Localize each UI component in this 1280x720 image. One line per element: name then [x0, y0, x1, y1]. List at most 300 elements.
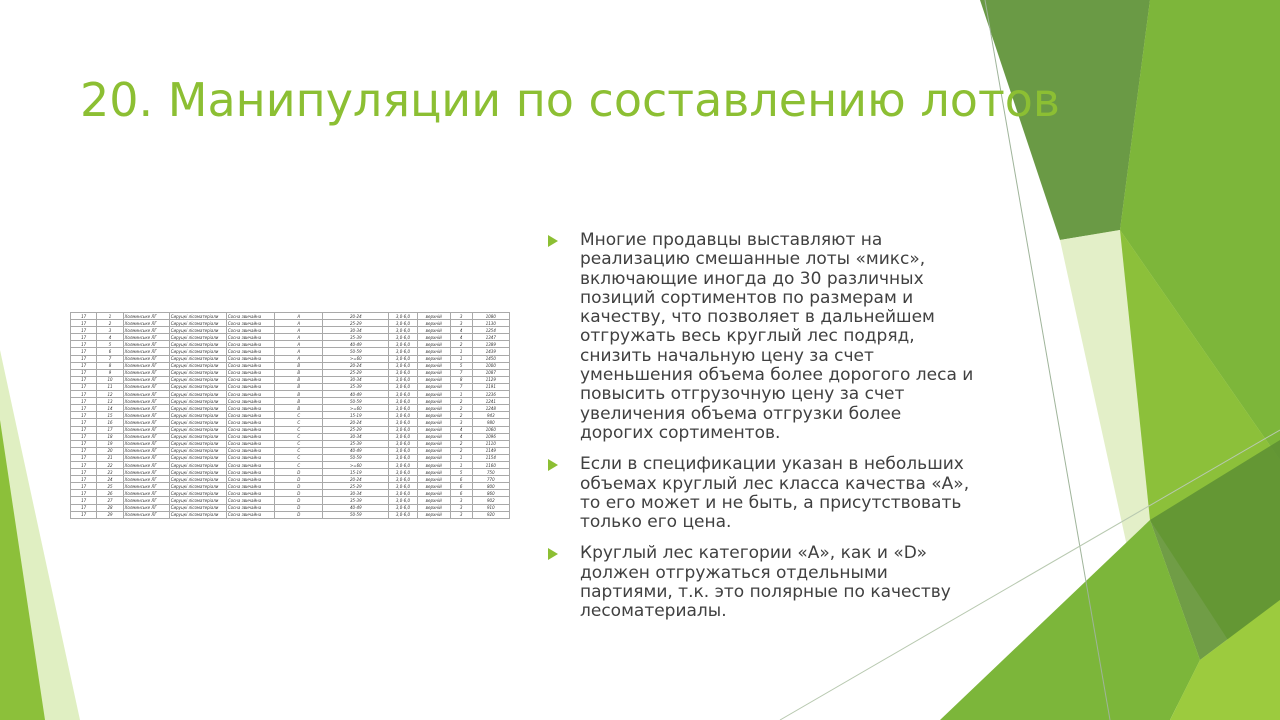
table-row — [71, 497, 510, 504]
table-cell: 4 — [450, 433, 472, 440]
table-cell: Холминське ЛГ — [123, 469, 169, 476]
table-cell: A — [275, 334, 323, 341]
table-cell: верхній — [417, 355, 450, 362]
table-cell: 17 — [71, 383, 97, 390]
table-cell: 1096 — [472, 433, 509, 440]
table-cell: 29 — [97, 511, 123, 518]
table-cell: верхній — [417, 405, 450, 412]
table-cell: Холминське ЛГ — [123, 483, 169, 490]
bullet-item — [548, 231, 978, 443]
table-cell: 1236 — [472, 391, 509, 398]
table-cell: Холминське ЛГ — [123, 341, 169, 348]
table-row — [71, 504, 510, 511]
table-cell: 3,0-6,0 — [389, 461, 418, 468]
table-cell: 17 — [71, 490, 97, 497]
table-cell: Сируцкі лісоматеріали — [169, 483, 226, 490]
table-cell: 3,0-6,0 — [389, 383, 418, 390]
table-cell: Холминське ЛГ — [123, 490, 169, 497]
table-cell: верхній — [417, 454, 450, 461]
table-cell: 27 — [97, 497, 123, 504]
table-cell: Холминське ЛГ — [123, 334, 169, 341]
table-cell: >=60 — [323, 461, 389, 468]
table-cell: Сируцкі лісоматеріали — [169, 504, 226, 511]
table-cell: 3,0-6,0 — [389, 355, 418, 362]
table-cell: 50-59 — [323, 398, 389, 405]
table-cell: 15-19 — [323, 469, 389, 476]
table-cell: 17 — [97, 426, 123, 433]
table-cell: 1149 — [472, 447, 509, 454]
table-cell: Сосна звичайна — [226, 461, 274, 468]
table-cell: 3,0-6,0 — [389, 504, 418, 511]
table-cell: B — [275, 362, 323, 369]
table-cell: 18 — [97, 433, 123, 440]
table-cell: D — [275, 490, 323, 497]
table-cell: D — [275, 469, 323, 476]
table-cell: верхній — [417, 419, 450, 426]
table-cell: 3,0-6,0 — [389, 447, 418, 454]
table-cell: 50-59 — [323, 348, 389, 355]
table-cell: Сируцкі лісоматеріали — [169, 313, 226, 320]
table-cell: 20-24 — [323, 362, 389, 369]
table-cell: Холминське ЛГ — [123, 447, 169, 454]
table-cell: 4 — [450, 327, 472, 334]
table-cell: 1347 — [472, 334, 509, 341]
table-cell: 25-29 — [323, 369, 389, 376]
table-cell: 902 — [472, 497, 509, 504]
table-row — [71, 426, 510, 433]
triangle-bullet-icon — [548, 548, 558, 560]
table-cell: 17 — [71, 362, 97, 369]
table-cell: верхній — [417, 320, 450, 327]
table-cell: Сируцкі лісоматеріали — [169, 383, 226, 390]
table-cell: 17 — [71, 447, 97, 454]
table-cell: верхній — [417, 398, 450, 405]
table-cell: Сируцкі лісоматеріали — [169, 376, 226, 383]
table-cell: 23 — [97, 469, 123, 476]
table-cell: 40-49 — [323, 341, 389, 348]
table-cell: Сосна звичайна — [226, 511, 274, 518]
table-cell: Сируцкі лісоматеріали — [169, 461, 226, 468]
table-row — [71, 320, 510, 327]
table-cell: Сосна звичайна — [226, 412, 274, 419]
table-cell: Сируцкі лісоматеріали — [169, 454, 226, 461]
table-cell: Холминське ЛГ — [123, 504, 169, 511]
table-cell: 6 — [450, 483, 472, 490]
table-cell: 3,0-6,0 — [389, 497, 418, 504]
table-cell: 17 — [71, 398, 97, 405]
specification-table-body — [71, 313, 510, 519]
table-cell: верхній — [417, 362, 450, 369]
triangle-bullet-icon — [548, 235, 558, 247]
table-cell: C — [275, 412, 323, 419]
table-row — [71, 341, 510, 348]
table-row — [71, 355, 510, 362]
table-row — [71, 334, 510, 341]
table-cell: 6 — [450, 476, 472, 483]
table-cell: Сируцкі лісоматеріали — [169, 405, 226, 412]
table-cell: 980 — [472, 419, 509, 426]
table-cell: 910 — [472, 504, 509, 511]
table-cell: 19 — [97, 440, 123, 447]
table-cell: 35-39 — [323, 334, 389, 341]
table-cell: 17 — [71, 327, 97, 334]
table-cell: 14 — [97, 405, 123, 412]
table-cell: 3,0-6,0 — [389, 433, 418, 440]
table-cell: Сосна звичайна — [226, 469, 274, 476]
table-cell: C — [275, 419, 323, 426]
table-cell: 3 — [450, 419, 472, 426]
table-cell: 26 — [97, 490, 123, 497]
table-cell: 3,0-6,0 — [389, 476, 418, 483]
table-cell: 20-24 — [323, 419, 389, 426]
table-row — [71, 440, 510, 447]
table-row — [71, 461, 510, 468]
table-row — [71, 433, 510, 440]
table-cell: 1060 — [472, 426, 509, 433]
table-cell: Холминське ЛГ — [123, 454, 169, 461]
table-cell: Сосна звичайна — [226, 398, 274, 405]
table-row — [71, 483, 510, 490]
table-cell: Сируцкі лісоматеріали — [169, 490, 226, 497]
table-row — [71, 454, 510, 461]
table-cell: 1248 — [472, 405, 509, 412]
table-cell: 3,0-6,0 — [389, 313, 418, 320]
bullet-item — [548, 544, 978, 621]
table-cell: 50-59 — [323, 454, 389, 461]
table-cell: Холминське ЛГ — [123, 355, 169, 362]
table-cell: 17 — [71, 433, 97, 440]
table-cell: 17 — [71, 334, 97, 341]
table-cell: 1160 — [472, 461, 509, 468]
table-row — [71, 511, 510, 518]
table-cell: Сосна звичайна — [226, 369, 274, 376]
table-cell: 13 — [97, 398, 123, 405]
table-cell: верхній — [417, 412, 450, 419]
table-cell: Сируцкі лісоматеріали — [169, 348, 226, 355]
table-cell: Холминське ЛГ — [123, 383, 169, 390]
table-cell: верхній — [417, 483, 450, 490]
table-cell: Сируцкі лісоматеріали — [169, 391, 226, 398]
table-cell: 1129 — [472, 376, 509, 383]
table-cell: 1154 — [472, 454, 509, 461]
table-cell: Сосна звичайна — [226, 391, 274, 398]
table-cell: 1 — [450, 355, 472, 362]
table-cell: Сосна звичайна — [226, 341, 274, 348]
table-cell: Сосна звичайна — [226, 405, 274, 412]
table-cell: Сируцкі лісоматеріали — [169, 511, 226, 518]
table-cell: Сируцкі лісоматеріали — [169, 369, 226, 376]
table-cell: Сосна звичайна — [226, 419, 274, 426]
table-cell: 4 — [97, 334, 123, 341]
table-cell: 21 — [97, 454, 123, 461]
table-cell: 2 — [450, 440, 472, 447]
table-row — [71, 376, 510, 383]
table-cell: 30-34 — [323, 490, 389, 497]
table-cell: Сосна звичайна — [226, 490, 274, 497]
table-cell: Сируцкі лісоматеріали — [169, 341, 226, 348]
table-cell: Холминське ЛГ — [123, 405, 169, 412]
table-cell: 17 — [71, 419, 97, 426]
table-cell: 25-29 — [323, 426, 389, 433]
table-cell: 2 — [450, 398, 472, 405]
table-cell: 3,0-6,0 — [389, 341, 418, 348]
triangle-bullet-icon — [548, 459, 558, 471]
table-cell: 3,0-6,0 — [389, 454, 418, 461]
table-row — [71, 469, 510, 476]
table-cell: Холминське ЛГ — [123, 362, 169, 369]
table-cell: 4 — [450, 334, 472, 341]
table-cell: верхній — [417, 461, 450, 468]
table-cell: 3 — [450, 313, 472, 320]
table-cell: 35-39 — [323, 497, 389, 504]
table-cell: Сируцкі лісоматеріали — [169, 419, 226, 426]
table-cell: Сосна звичайна — [226, 334, 274, 341]
table-cell: 3 — [450, 504, 472, 511]
table-row — [71, 419, 510, 426]
table-cell: A — [275, 355, 323, 362]
table-cell: 1 — [97, 313, 123, 320]
table-cell: 17 — [71, 313, 97, 320]
table-cell: 1 — [450, 348, 472, 355]
table-cell: Холминське ЛГ — [123, 391, 169, 398]
table-cell: Сосна звичайна — [226, 327, 274, 334]
table-cell: Сосна звичайна — [226, 483, 274, 490]
table-cell: 17 — [71, 483, 97, 490]
table-cell: Сосна звичайна — [226, 433, 274, 440]
table-cell: Холминське ЛГ — [123, 376, 169, 383]
table-cell: 30-34 — [323, 433, 389, 440]
table-cell: 1241 — [472, 398, 509, 405]
table-cell: C — [275, 426, 323, 433]
table-cell: 15 — [97, 412, 123, 419]
table-cell: 17 — [71, 412, 97, 419]
table-cell: Сосна звичайна — [226, 440, 274, 447]
table-cell: 1 — [450, 391, 472, 398]
table-cell: 10 — [97, 376, 123, 383]
table-cell: 3,0-6,0 — [389, 348, 418, 355]
table-cell: 17 — [71, 426, 97, 433]
table-cell: C — [275, 454, 323, 461]
table-cell: B — [275, 405, 323, 412]
table-cell: 15-19 — [323, 412, 389, 419]
table-cell: >=60 — [323, 405, 389, 412]
table-cell: верхній — [417, 369, 450, 376]
table-cell: 1000 — [472, 362, 509, 369]
table-row — [71, 348, 510, 355]
table-cell: 4 — [450, 426, 472, 433]
table-cell: Холминське ЛГ — [123, 369, 169, 376]
table-cell: верхній — [417, 313, 450, 320]
table-cell: Холминське ЛГ — [123, 412, 169, 419]
table-cell: 17 — [71, 341, 97, 348]
table-row — [71, 490, 510, 497]
table-cell: верхній — [417, 426, 450, 433]
table-cell: 17 — [71, 469, 97, 476]
table-cell: 3,0-6,0 — [389, 405, 418, 412]
table-cell: 9 — [97, 369, 123, 376]
table-cell: C — [275, 461, 323, 468]
table-cell: 1 — [450, 454, 472, 461]
table-cell: 17 — [71, 369, 97, 376]
table-row — [71, 412, 510, 419]
table-cell: 943 — [472, 412, 509, 419]
table-row — [71, 398, 510, 405]
table-cell: 16 — [97, 419, 123, 426]
table-cell: 1080 — [472, 313, 509, 320]
table-cell: 1254 — [472, 327, 509, 334]
table-cell: 2 — [97, 320, 123, 327]
table-cell: 3,0-6,0 — [389, 398, 418, 405]
table-cell: 50-59 — [323, 511, 389, 518]
table-cell: 17 — [71, 461, 97, 468]
table-cell: 860 — [472, 490, 509, 497]
table-cell: 770 — [472, 476, 509, 483]
table-cell: Холминське ЛГ — [123, 440, 169, 447]
table-row — [71, 313, 510, 320]
table-cell: 28 — [97, 504, 123, 511]
bullet-text: Круглый лес категории «А», как и «D» должен отгружаться отдельными партиями, т.к. это полярные по качеству лесоматериалы. — [580, 543, 951, 622]
table-cell: 5 — [450, 362, 472, 369]
table-cell: 1110 — [472, 440, 509, 447]
table-cell: 17 — [71, 454, 97, 461]
table-cell: Сируцкі лісоматеріали — [169, 426, 226, 433]
table-cell: 24 — [97, 476, 123, 483]
table-cell: B — [275, 369, 323, 376]
table-cell: 25-29 — [323, 483, 389, 490]
table-cell: Сосна звичайна — [226, 476, 274, 483]
table-cell: 1439 — [472, 348, 509, 355]
table-cell: верхній — [417, 497, 450, 504]
table-cell: Сируцкі лісоматеріали — [169, 447, 226, 454]
table-cell: Сосна звичайна — [226, 383, 274, 390]
table-cell: Холминське ЛГ — [123, 327, 169, 334]
table-cell: 20-24 — [323, 476, 389, 483]
table-cell: 17 — [71, 504, 97, 511]
table-cell: 8 — [450, 376, 472, 383]
table-cell: верхній — [417, 433, 450, 440]
table-cell: Сосна звичайна — [226, 504, 274, 511]
table-cell: верхній — [417, 383, 450, 390]
table-cell: Сируцкі лісоматеріали — [169, 469, 226, 476]
table-cell: 17 — [71, 511, 97, 518]
table-cell: 3,0-6,0 — [389, 483, 418, 490]
table-cell: 2 — [450, 447, 472, 454]
table-cell: 20-24 — [323, 313, 389, 320]
table-cell: Сосна звичайна — [226, 454, 274, 461]
bullet-item — [548, 455, 978, 532]
table-cell: 35-39 — [323, 440, 389, 447]
table-cell: верхній — [417, 511, 450, 518]
table-row — [71, 383, 510, 390]
table-cell: верхній — [417, 327, 450, 334]
table-cell: 1450 — [472, 355, 509, 362]
table-cell: 3,0-6,0 — [389, 469, 418, 476]
table-cell: 3 — [450, 511, 472, 518]
table-cell: верхній — [417, 376, 450, 383]
table-cell: 25 — [97, 483, 123, 490]
table-cell: 3,0-6,0 — [389, 490, 418, 497]
table-cell: Холминське ЛГ — [123, 313, 169, 320]
table-row — [71, 391, 510, 398]
table-cell: B — [275, 391, 323, 398]
table-cell: 40-49 — [323, 504, 389, 511]
table-cell: C — [275, 447, 323, 454]
table-cell: 2 — [450, 341, 472, 348]
table-cell: 3,0-6,0 — [389, 320, 418, 327]
table-cell: 17 — [71, 391, 97, 398]
specification-table — [70, 312, 510, 519]
table-cell: 3,0-6,0 — [389, 334, 418, 341]
table-cell: 1 — [450, 461, 472, 468]
table-cell: D — [275, 511, 323, 518]
table-cell: 3,0-6,0 — [389, 391, 418, 398]
table-cell: 1130 — [472, 320, 509, 327]
table-cell: 3,0-6,0 — [389, 426, 418, 433]
table-cell: 17 — [71, 355, 97, 362]
table-cell: 22 — [97, 461, 123, 468]
table-cell: Холминське ЛГ — [123, 497, 169, 504]
table-cell: 7 — [450, 383, 472, 390]
table-cell: 3,0-6,0 — [389, 412, 418, 419]
table-row — [71, 447, 510, 454]
table-cell: Сосна звичайна — [226, 355, 274, 362]
table-cell: Сосна звичайна — [226, 426, 274, 433]
table-cell: 17 — [71, 348, 97, 355]
table-cell: верхній — [417, 490, 450, 497]
table-cell: верхній — [417, 348, 450, 355]
table-cell: 2 — [450, 412, 472, 419]
table-cell: 3,0-6,0 — [389, 419, 418, 426]
table-cell: Сосна звичайна — [226, 348, 274, 355]
table-cell: верхній — [417, 476, 450, 483]
table-cell: Холминське ЛГ — [123, 476, 169, 483]
slide-title: 20. Манипуляции по составлению лотов — [80, 73, 1060, 127]
table-cell: 17 — [71, 405, 97, 412]
table-cell: верхній — [417, 447, 450, 454]
table-cell: 11 — [97, 383, 123, 390]
table-cell: 12 — [97, 391, 123, 398]
bullet-text: Если в спецификации указан в небольших объемах круглый лес класса качества «А», то его может и не быть, а присутствовать только его цена. — [580, 454, 970, 533]
table-cell: 3,0-6,0 — [389, 327, 418, 334]
bullet-text: Многие продавцы выставляют на реализацию смешанные лоты «микс», включающие иногда до 30 различных позиций сортиментов по размерам и качеству, что позволяет в дальнейшем отгружать весь круглый лес подряд, снизить начальную цену за счет уменьшения объема более дорогого леса и повысить отгрузочную цену за счет увеличения объема отгрузки более дорогих сортиментов. — [580, 230, 974, 443]
table-cell: Холминське ЛГ — [123, 398, 169, 405]
table-cell: 7 — [97, 355, 123, 362]
table-cell: Холминське ЛГ — [123, 419, 169, 426]
table-cell: Сируцкі лісоматеріали — [169, 334, 226, 341]
table-cell: Сируцкі лісоматеріали — [169, 327, 226, 334]
table-cell: >=60 — [323, 355, 389, 362]
table-cell: Холминське ЛГ — [123, 320, 169, 327]
table-cell: Холминське ЛГ — [123, 426, 169, 433]
table-cell: Сируцкі лісоматеріали — [169, 398, 226, 405]
table-cell: D — [275, 504, 323, 511]
table-cell: Холминське ЛГ — [123, 461, 169, 468]
table-cell: Сируцкі лісоматеріали — [169, 440, 226, 447]
table-row — [71, 369, 510, 376]
table-cell: 3,0-6,0 — [389, 511, 418, 518]
table-cell: 17 — [71, 440, 97, 447]
table-cell: верхній — [417, 334, 450, 341]
table-cell: 3,0-6,0 — [389, 369, 418, 376]
table-cell: 17 — [71, 497, 97, 504]
table-cell: D — [275, 476, 323, 483]
table-cell: B — [275, 398, 323, 405]
table-cell: Сируцкі лісоматеріали — [169, 362, 226, 369]
table-cell: A — [275, 327, 323, 334]
table-cell: 30-34 — [323, 376, 389, 383]
table-cell: верхній — [417, 440, 450, 447]
table-cell: 3,0-6,0 — [389, 440, 418, 447]
